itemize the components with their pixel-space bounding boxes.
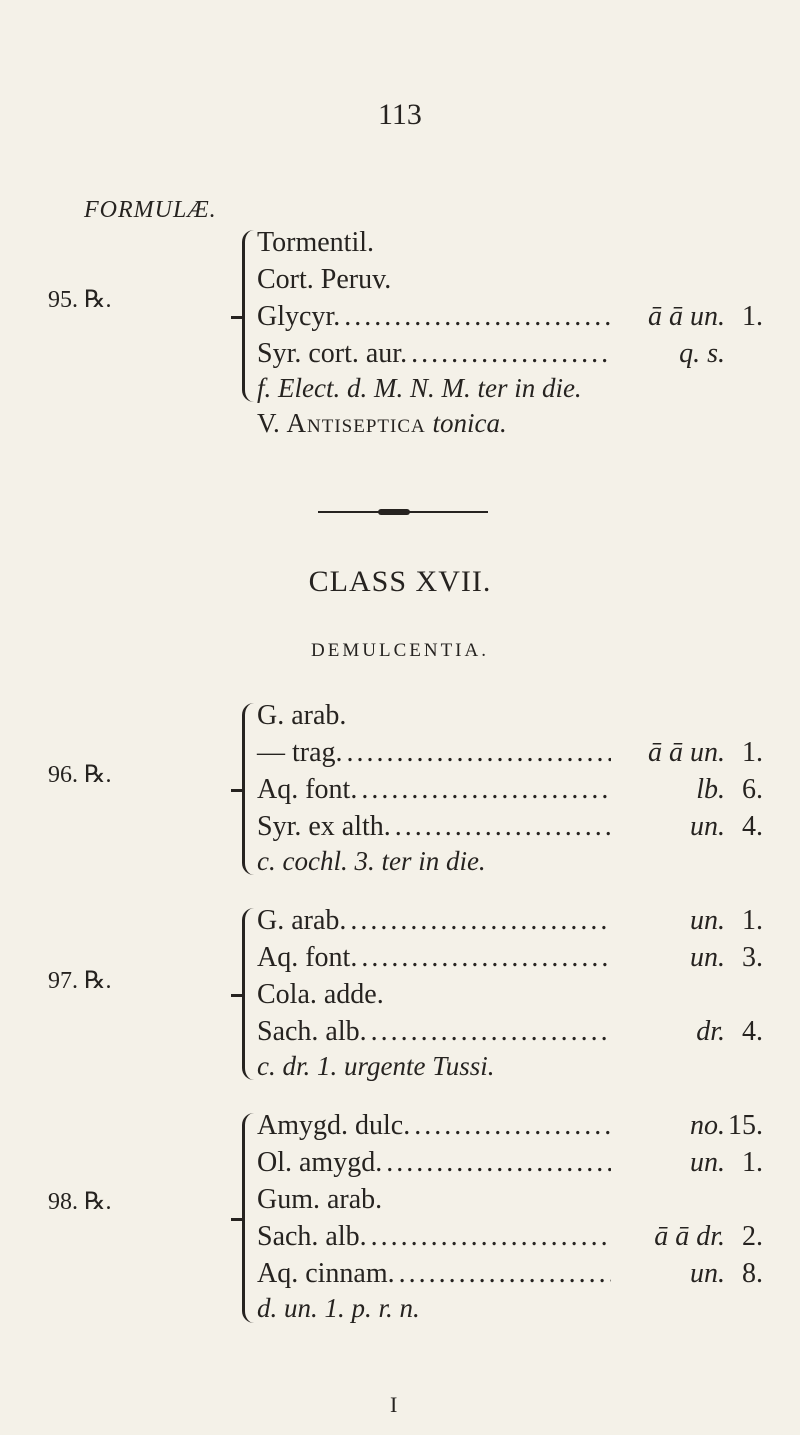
ingredient-line: Sach. alb. ..... dr. 4. [257, 1016, 763, 1052]
ingredient-line: Sach. alb. ..... ā ā dr. 2. [257, 1221, 763, 1257]
recipe-label-96: 96. ℞. [48, 762, 112, 788]
ingredient-line: Ol. amygd. ..... un. 1. [257, 1147, 763, 1183]
section-numeral: V. [257, 408, 280, 438]
ingredient-line: Cola. adde. [257, 979, 384, 1010]
section-italic: tonica. [432, 408, 507, 438]
direction-96: c. cochl. 3. ter in die. [257, 846, 486, 876]
recipe-label-95: 95. ℞. [48, 287, 112, 313]
ingredient-line: G. arab. [257, 700, 347, 731]
direction-98: d. un. 1. p. r. n. [257, 1293, 420, 1323]
ingredient-line: G. arab. ..... un. 1. [257, 905, 763, 941]
ingredient-line: Cort. Peruv. [257, 264, 392, 295]
ingredient-line: Aq. cinnam. ..... un. 8. [257, 1258, 763, 1294]
ingredient-line: Amygd. dulc. ..... no. 15. [257, 1110, 763, 1146]
direction-95: f. Elect. d. M. N. M. ter in die. [257, 373, 582, 403]
section-caps: Antiseptica [286, 408, 426, 438]
class-subtitle: DEMULCENTIA. [311, 640, 489, 661]
ornamental-rule [318, 511, 488, 513]
ingredient-line: Syr. ex alth. ..... un. 4. [257, 811, 763, 847]
class-title: CLASS XVII. [308, 565, 492, 598]
ingredient-line: Aq. font. ..... lb. 6. [257, 774, 763, 810]
page-number: 113 [378, 98, 422, 131]
ingredient-line: Tormentil. [257, 227, 375, 258]
section-note [257, 408, 507, 439]
ingredient-line: Aq. font. ..... un. 3. [257, 942, 763, 978]
running-header: FORMULÆ. [84, 197, 217, 223]
ingredient-line: Glycyr. ..... ā ā un. 1. [257, 301, 763, 337]
page-signature: I [390, 1392, 398, 1417]
ingredient-line: — trag. ..... ā ā un. 1. [257, 737, 763, 773]
recipe-label-97: 97. ℞. [48, 968, 112, 994]
ingredient-line: Syr. cort. aur. ..... q. s. [257, 338, 763, 374]
direction-97: c. dr. 1. urgente Tussi. [257, 1051, 495, 1081]
ingredient-line: Gum. arab. [257, 1184, 383, 1215]
recipe-label-98: 98. ℞. [48, 1189, 112, 1215]
